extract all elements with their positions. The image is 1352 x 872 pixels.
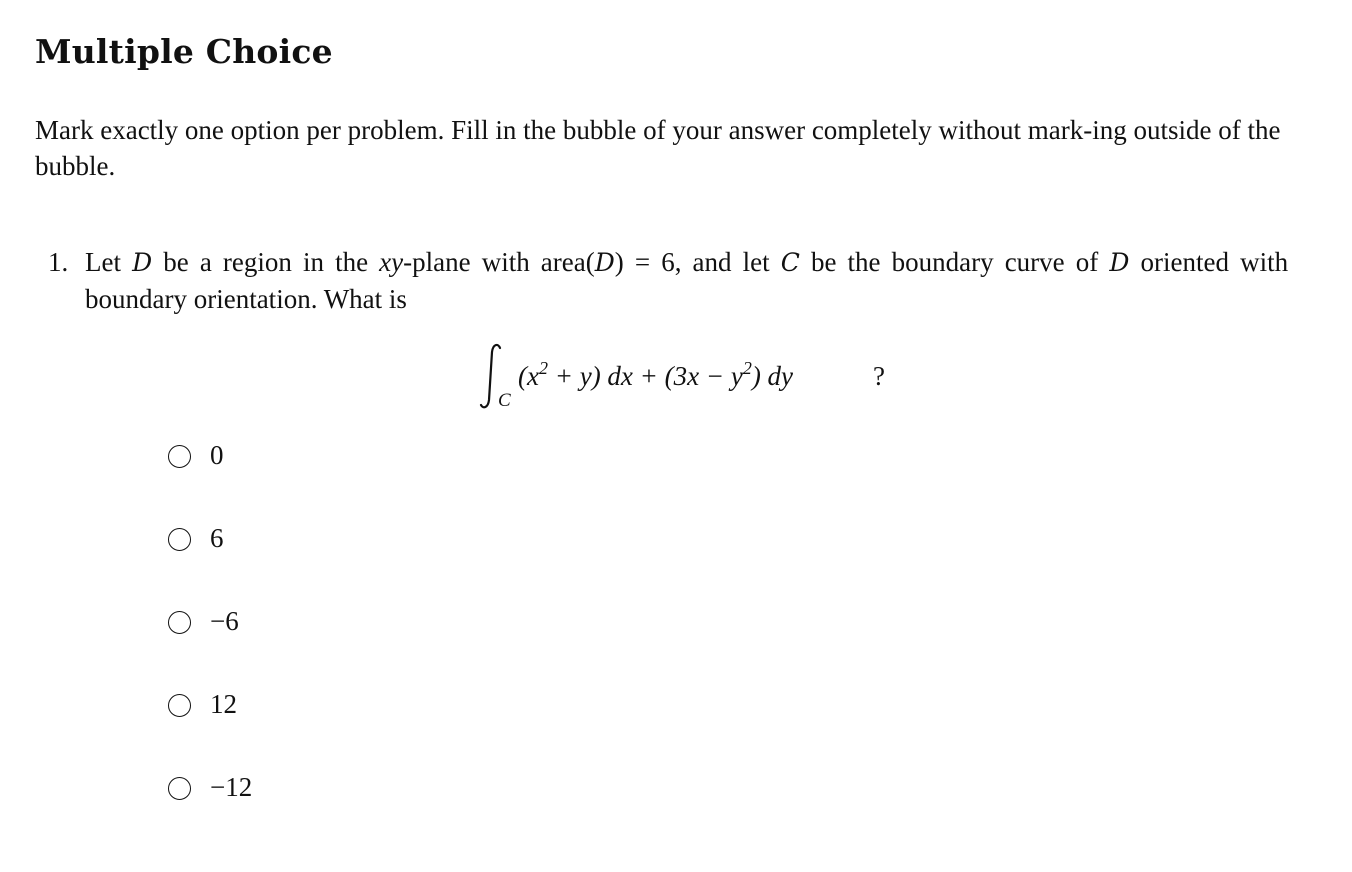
integrand-part: ) dy [751, 361, 794, 391]
exponent: 2 [538, 358, 548, 378]
math-region-d: D [132, 248, 153, 277]
bubble-icon[interactable] [168, 694, 191, 717]
problem-number: 1. [48, 247, 69, 277]
integral-subscript: C [498, 390, 511, 411]
integrand [518, 358, 793, 394]
math-region-d: D [1109, 248, 1130, 277]
option-label: 12 [210, 689, 237, 719]
question-mark: ? [873, 361, 885, 391]
math-region-d: D [594, 248, 615, 277]
option-4[interactable] [168, 684, 237, 724]
option-label: 0 [210, 440, 224, 470]
page-title: Multiple Choice [35, 32, 333, 71]
instructions: Mark exactly one option per problem. Fill in the bubble of your answer completely without mark-ing outside of the bubble. [35, 115, 1281, 181]
bubble-icon[interactable] [168, 611, 191, 634]
option-label: −6 [210, 606, 239, 636]
problem-text: Let [85, 247, 121, 277]
math-curve-c: C [780, 248, 800, 277]
problem-text: be the boundary curve of [810, 247, 1099, 277]
exponent: 2 [742, 358, 752, 378]
problem-text: oriented with boundary orientation. What is [85, 247, 1289, 314]
bubble-icon[interactable] [168, 528, 191, 551]
math-xy: xy [379, 247, 404, 277]
problem-text: ) = 6, and let [614, 247, 770, 277]
integrand-part: + y) dx + (3x − y [547, 361, 743, 391]
option-5[interactable] [168, 767, 252, 807]
problem-text: be a region in the [163, 247, 369, 277]
problem-1 [48, 244, 1288, 317]
bubble-icon[interactable] [168, 777, 191, 800]
option-label: 6 [210, 523, 224, 553]
bubble-icon[interactable] [168, 445, 191, 468]
integrand-part: (x [518, 361, 539, 391]
option-2[interactable] [168, 518, 224, 558]
problem-text: -plane with area( [403, 247, 595, 277]
problem-statement [85, 244, 1288, 317]
option-1[interactable] [168, 435, 224, 475]
option-label: −12 [210, 772, 253, 802]
option-3[interactable] [168, 601, 239, 641]
